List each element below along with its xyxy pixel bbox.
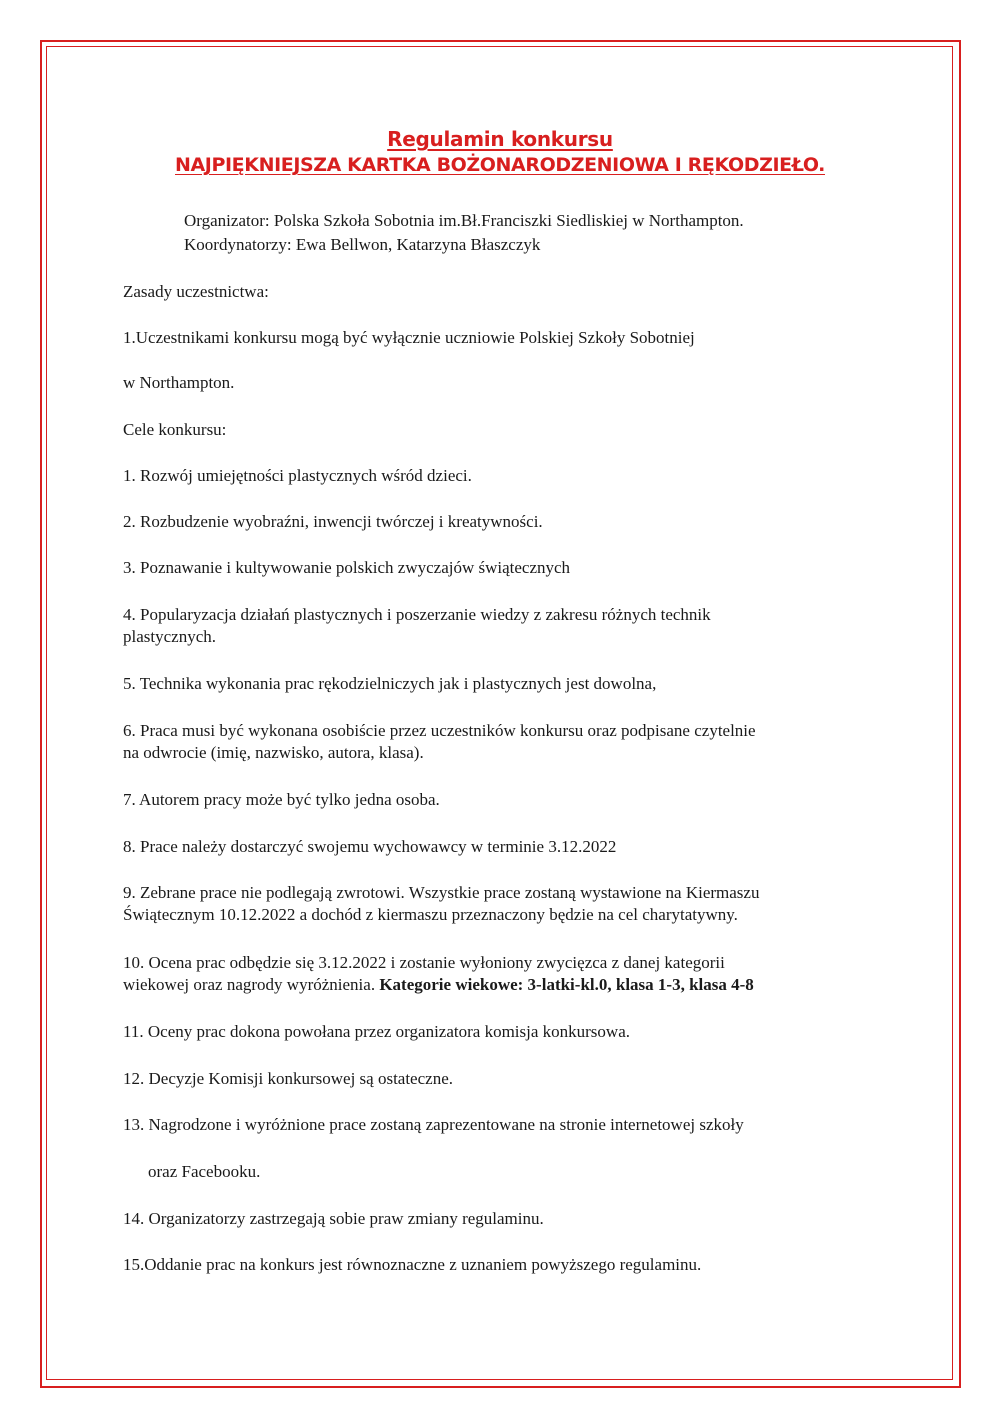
rule-1-line-2: w Northampton. — [123, 373, 235, 392]
item-13-line-1: 13. Nagrodzone i wyróżnione prace zostaną zaprezentowane na stronie internetowej szkoły — [123, 1115, 744, 1134]
item-4 — [123, 604, 711, 648]
rules-heading: Zasady uczestnictwa: — [123, 282, 269, 301]
item-6-line-2: na odwrocie (imię, nazwisko, autora, klasa). — [123, 743, 424, 762]
document-subtitle: NAJPIĘKNIEJSZA KARTKA BOŻONARODZENIOWA I RĘKODZIEŁO. — [175, 154, 825, 176]
item-13-line-2: oraz Facebooku. — [148, 1162, 261, 1181]
item-11: 11. Oceny prac dokona powołana przez organizatora komisja konkursowa. — [123, 1022, 630, 1041]
item-10-line-2-text: wiekowej oraz nagrody wyróżnienia. — [123, 975, 380, 994]
age-categories: Kategorie wiekowe: 3-latki-kl.0, klasa 1-3, klasa 4-8 — [379, 975, 754, 994]
item-1: 1. Rozwój umiejętności plastycznych wśród dzieci. — [123, 466, 472, 485]
item-14: 14. Organizatorzy zastrzegają sobie praw zmiany regulaminu. — [123, 1209, 544, 1228]
item-10-line-1: 10. Ocena prac odbędzie się 3.12.2022 i zostanie wyłoniony zwycięzca z danej kategorii — [123, 953, 725, 972]
goals-heading: Cele konkursu: — [123, 420, 227, 439]
organizer-block — [184, 209, 744, 257]
item-8: 8. Prace należy dostarczyć swojemu wychowawcy w terminie 3.12.2022 — [123, 837, 617, 856]
item-5: 5. Technika wykonania prac rękodzielniczych jak i plastycznych jest dowolna, — [123, 674, 657, 693]
coordinators-line: Koordynatorzy: Ewa Bellwon, Katarzyna Błaszczyk — [184, 235, 541, 254]
item-3: 3. Poznawanie i kultywowanie polskich zwyczajów świątecznych — [123, 558, 571, 577]
item-15: 15.Oddanie prac na konkurs jest równoznaczne z uznaniem powyższego regulaminu. — [123, 1255, 702, 1274]
item-4-line-1: 4. Popularyzacja działań plastycznych i poszerzanie wiedzy z zakresu różnych technik — [123, 605, 711, 624]
item-6-line-1: 6. Praca musi być wykonana osobiście przez uczestników konkursu oraz podpisane czytelnie — [123, 721, 756, 740]
item-7: 7. Autorem pracy może być tylko jedna osoba. — [123, 790, 440, 809]
organizer-line: Organizator: Polska Szkoła Sobotnia im.Bł.Franciszki Siedliskiej w Northampton. — [184, 211, 744, 230]
item-10 — [123, 952, 754, 996]
item-6 — [123, 720, 756, 764]
item-9-line-2: Świątecznym 10.12.2022 a dochód z kiermaszu przeznaczony będzie na cel charytatywny. — [123, 905, 738, 924]
document-header — [60, 126, 940, 178]
item-9 — [123, 882, 759, 926]
document-title: Regulamin konkursu — [387, 127, 613, 151]
item-4-line-2: plastycznych. — [123, 627, 216, 646]
item-9-line-1: 9. Zebrane prace nie podlegają zwrotowi. Wszystkie prace zostaną wystawione na Kiermaszu — [123, 883, 760, 902]
rule-1-line-1: 1.Uczestnikami konkursu mogą być wyłącznie uczniowie Polskiej Szkoły Sobotniej — [123, 328, 695, 347]
item-2: 2. Rozbudzenie wyobraźni, inwencji twórczej i kreatywności. — [123, 512, 543, 531]
item-12: 12. Decyzje Komisji konkursowej są ostateczne. — [123, 1069, 453, 1088]
item-10-line-2 — [123, 974, 754, 996]
